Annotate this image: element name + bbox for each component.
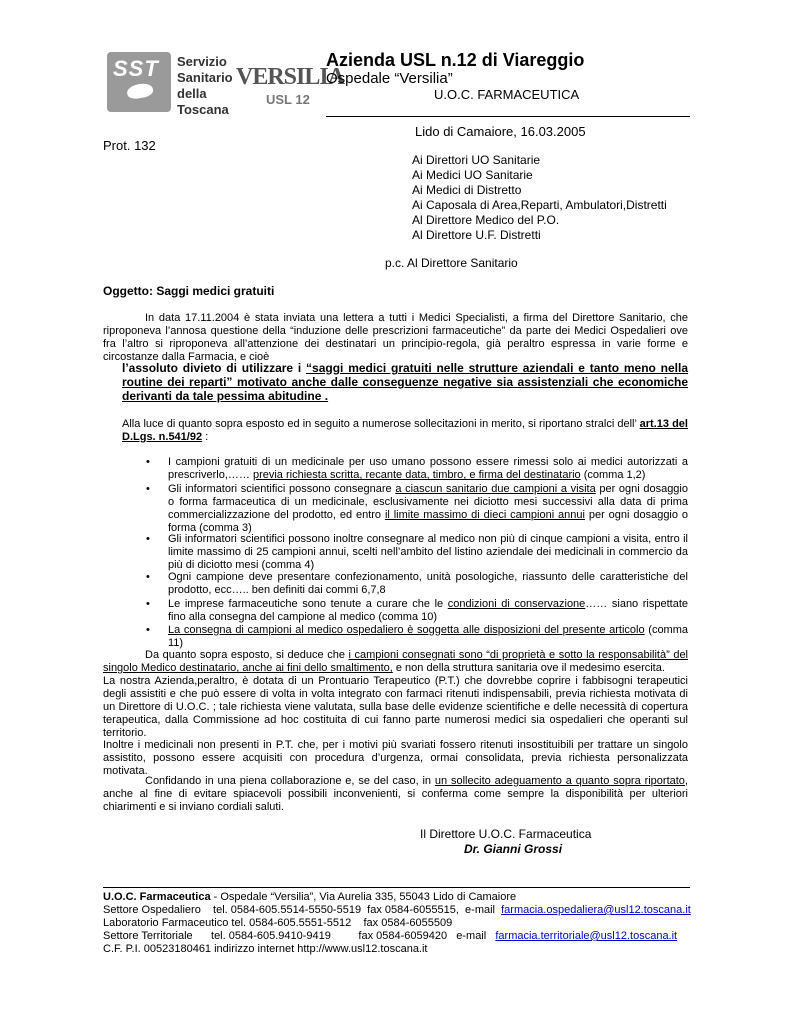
law-reference-paragraph: Alla luce di quanto sopra esposto ed in seguito a numerose sollecitazioni in merito, si riportano stralci dell’ art.13 del D.Lgs. n.541/92 :: [122, 418, 688, 443]
organization-title: Azienda USL n.12 di Viareggio: [326, 50, 585, 70]
footer-address: U.O.C. Farmaceutica - Ospedale “Versilia”, Via Aurelia 335, 55043 Lido di Camaiore: [103, 891, 517, 903]
usl-logo-text: USL 12: [266, 92, 310, 107]
protocol-number: Prot. 132: [103, 138, 156, 153]
place-date: Lido di Camaiore, 16.03.2005: [415, 124, 586, 139]
recipient: Ai Caposala di Area,Reparti, Ambulatori,Distretti: [412, 198, 667, 212]
signature-name: Dr. Gianni Grossi: [464, 842, 563, 856]
bullet-icon: •: [146, 571, 150, 583]
subject-line: Oggetto: Saggi medici gratuiti: [103, 284, 275, 298]
recipient: Al Direttore U.F. Distretti: [412, 228, 541, 242]
list-item: • La consegna di campioni al medico ospedaliero è soggetta alle disposizioni del presente articolo (comma 11): [146, 624, 689, 649]
law-excerpts-list: [146, 456, 688, 652]
bullet-icon: •: [146, 456, 150, 468]
versilia-logo-text: VERSILIA: [236, 64, 345, 90]
footer-lab-contacts: Laboratorio Farmaceutico tel. 0584-605.5551-5512 fax 0584-6055509: [103, 917, 453, 929]
prohibition-statement: l’assoluto divieto di utilizzare i “saggi medici gratuiti nelle strutture aziendali e tanto meno nella routine dei reparti” motivato anche dalle conseguenze negative sia assistenziali che economiche derivanti da tale pessima abitudine .: [122, 361, 688, 403]
signature-role: Il Direttore U.O.C. Farmaceutica: [420, 827, 592, 841]
sst-line: Sanitario: [177, 70, 233, 85]
list-item: • Ogni campione deve presentare confezionamento, unità posologiche, riassunto delle caratteristiche del prodotto, ecc….. ben definiti dai commi 6,7,8: [146, 571, 688, 596]
sst-logo: [107, 52, 171, 112]
sst-line: Servizio: [177, 54, 227, 69]
recipient: Ai Medici UO Sanitarie: [412, 168, 533, 182]
list-item: • Gli informatori scientifici possono inoltre consegnare al medico non più di cinque campioni a visita, entro il limite massimo di 25 campioni annui, scelti nell’ambito del listino aziendale dei medicinali in commercio da più di diciotto mesi (comma 4): [146, 533, 688, 571]
footer-hospital-contacts: Settore Ospedaliero tel. 0584-605.5514-5550-5519 fax 0584-6055515, e-mail farmacia.ospedaliera@usl12.toscana.it: [103, 904, 691, 916]
bullet-icon: •: [146, 624, 150, 636]
bird-icon: [126, 82, 154, 100]
versilia-logo: [236, 64, 345, 114]
cc-recipient: p.c. Al Direttore Sanitario: [385, 256, 518, 270]
sst-name: [177, 54, 233, 118]
bullet-icon: •: [146, 598, 150, 610]
recipient: Ai Direttori UO Sanitarie: [412, 153, 541, 167]
list-item: • I campioni gratuiti di un medicinale per uso umano possono essere rimessi solo ai medici autorizzati a prescriverlo,…… previa richiesta scritta, recante data, timbro, e firma del destinatario (comma 1,2): [146, 456, 688, 481]
list-item: • Gli informatori scientifici possono consegnare a ciascun sanitario due campioni a visita per ogni dosaggio o forma farmaceutica di un medicinale, esclusivamente nei diciotto mesi successivi alla data di prima commercializzazione del prodotto, ed entro il limite massimo di dieci campioni annui per ogni dosaggio o forma (comma 3): [146, 483, 689, 534]
recipient: Ai Medici di Distretto: [412, 183, 522, 197]
header-divider: [326, 116, 690, 117]
bullet-icon: •: [146, 533, 150, 545]
list-item: • Le imprese farmaceutiche sono tenute a curare che le condizioni di conservazione…… siano rispettate fino alla consegna del campione al medico (comma 10): [146, 598, 689, 623]
hospital-email-link[interactable]: farmacia.ospedaliera@usl12.toscana.it: [501, 904, 691, 916]
footer-tax-id: C.F. P.I. 00523180461 indirizzo internet http://www.usl12.toscana.it: [103, 943, 428, 955]
recipient: Al Direttore Medico del P.O.: [412, 213, 560, 227]
footer: [103, 891, 703, 956]
hospital-name: Ospedale “Versilia”: [326, 70, 453, 87]
footer-divider: [103, 887, 690, 888]
department-name: U.O.C. FARMACEUTICA: [434, 87, 580, 102]
sst-line: Toscana: [177, 102, 229, 117]
footer-territorial-contacts: Settore Territoriale tel. 0584-605.9410-9419 fax 0584-6059420 e-mail farmacia.territoriale@usl12.toscana.it: [103, 930, 678, 942]
recipients-list: [412, 153, 667, 243]
intro-paragraph: In data 17.11.2004 è stata inviata una lettera a tutti i Medici Specialisti, a firma del Direttore Sanitario, che riproponeva l’annosa questione della “induzione delle prescrizioni farmaceutiche” da parte dei Medici Ospedalieri ove fra l’altro si riproponeva all’attenzione dei destinatari un principio-regola, già peraltro espressa in varie forme e circostanze dalla Farmacia, e cioè: [103, 312, 688, 363]
law-reference: art.13 del D.Lgs. n.541/92: [122, 418, 688, 443]
sst-logo-text: SST: [113, 56, 159, 81]
urgent-procurement-paragraph: Inoltre i medicinali non presenti in P.T. che, per i motivi più svariati fossero ritenuti insostituibili per trattare un singolo assistito, possono essere acquisiti con procedura d’urgenza, ormai consolidata, previa richiesta personalizzata motivata.: [103, 739, 688, 777]
formulary-paragraph: La nostra Azienda,peraltro, è dotata di un Prontuario Terapeutico (P.T.) che dovrebbe coprire i fabbisogni terapeutici degli assistiti e che può essere di volta in volta integrato con farmaci ritenuti indispensabili, previa richiesta motivata di un Direttore di U.O.C. ; tale richiesta viene valutata, sulla base delle evidenze scientifiche e delle necessità di copertura terapeutica, dalla Commissione ad hoc costituita di cui fanno parte numerosi medici sia ospedalieri che operanti sul territorio.: [103, 675, 688, 739]
sst-line: della: [177, 86, 207, 101]
closing-paragraph: Confidando in una piena collaborazione e, se del caso, in un sollecito adeguamento a quanto sopra riportato, anche al fine di evitare spiacevoli possibili inconvenienti, si conferma come sempre la disponibilità per ulteriori chiarimenti e si inviano cordiali saluti.: [103, 775, 688, 813]
conclusion-paragraph: Da quanto sopra esposto, si deduce che i campioni consegnati sono “di proprietà e sotto la responsabilità” del singolo Medico destinatario, anche ai fini dello smaltimento, e non della struttura sanitaria ove il medesimo esercita.: [103, 649, 689, 674]
bullet-icon: •: [146, 483, 150, 495]
territorial-email-link[interactable]: farmacia.territoriale@usl12.toscana.it: [495, 930, 678, 942]
